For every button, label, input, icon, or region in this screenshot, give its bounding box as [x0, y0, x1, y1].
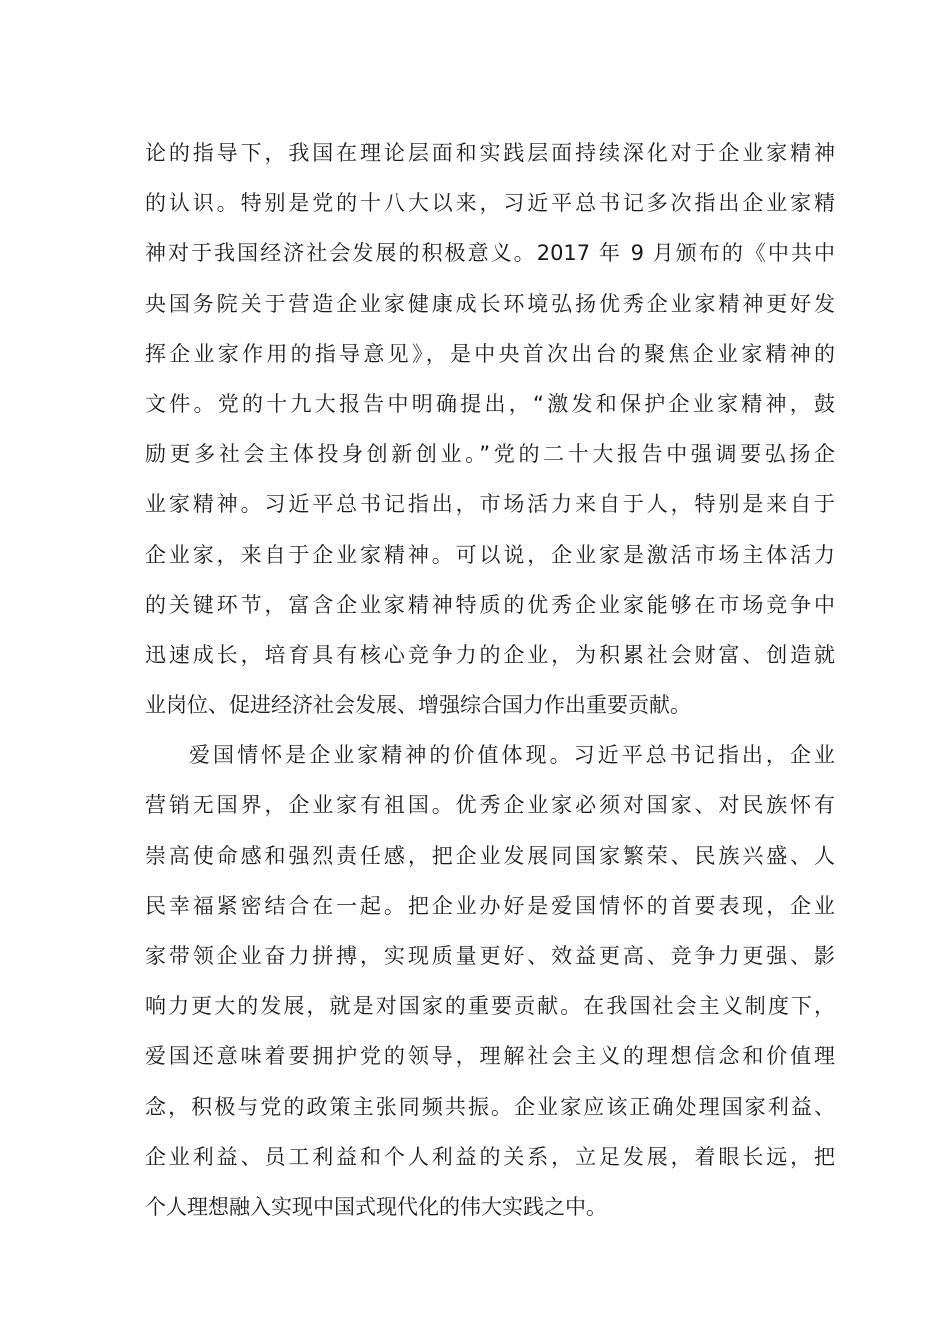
text-line: 响力更大的发展，就是对国家的重要贡献。在我国社会主义制度下，	[145, 994, 835, 1019]
text-line: 念，积极与党的政策主张同频共振。企业家应该正确处理国家利益、	[145, 1094, 835, 1119]
text-line: 营销无国界，企业家有祖国。优秀企业家必须对国家、对民族怀有	[145, 793, 835, 818]
paragraph-1	[145, 128, 835, 730]
text-line: 企业家，来自于企业家精神。可以说，企业家是激活市场主体活力	[145, 542, 835, 567]
text-line: 文件。党的十九大报告中明确提出，“激发和保护企业家精神，鼓	[145, 391, 835, 416]
text-line: 业家精神。习近平总书记指出，市场活力来自于人，特别是来自于	[145, 492, 835, 517]
text-line: 挥企业家作用的指导意见》，是中央首次出台的聚焦企业家精神的	[145, 341, 835, 366]
body-text	[145, 128, 835, 1232]
text-line: 个人理想融入实现中国式现代化的伟大实践之中。	[145, 1194, 607, 1219]
text-line: 民幸福紧密结合在一起。把企业办好是爱国情怀的首要表现，企业	[145, 893, 835, 918]
text-line: 家带领企业奋力拼搏，实现质量更好、效益更高、竞争力更强、影	[145, 944, 835, 968]
text-line: 央国务院关于营造企业家健康成长环境弘扬优秀企业家精神更好发	[145, 291, 835, 316]
text-line: 的关键环节，富含企业家精神特质的优秀企业家能够在市场竞争中	[145, 592, 835, 617]
text-line: 励更多社会主体投身创新创业。”党的二十大报告中强调要弘扬企	[145, 442, 835, 467]
text-line: 迅速成长，培育具有核心竞争力的企业，为积累社会财富、创造就	[145, 642, 835, 667]
text-line: 企业利益、员工利益和个人利益的关系，立足发展，着眼长远，把	[145, 1144, 835, 1169]
text-line: 的认识。特别是党的十八大以来，习近平总书记多次指出企业家精	[145, 191, 835, 216]
text-line: 业岗位、促进经济社会发展、增强综合国力作出重要贡献。	[145, 693, 691, 718]
paragraph-2	[145, 730, 835, 1232]
text-line: 论的指导下，我国在理论层面和实践层面持续深化对于企业家精神	[145, 141, 835, 165]
text-line: 崇高使命感和强烈责任感，把企业发展同国家繁荣、民族兴盛、人	[145, 843, 835, 868]
text-line: 爱国情怀是企业家精神的价值体现。习近平总书记指出，企业	[189, 743, 835, 768]
text-line: 神对于我国经济社会发展的积极意义。2017 年 9 月颁布的《中共中	[145, 241, 835, 266]
text-line: 爱国还意味着要拥护党的领导，理解社会主义的理想信念和价值理	[145, 1044, 835, 1069]
